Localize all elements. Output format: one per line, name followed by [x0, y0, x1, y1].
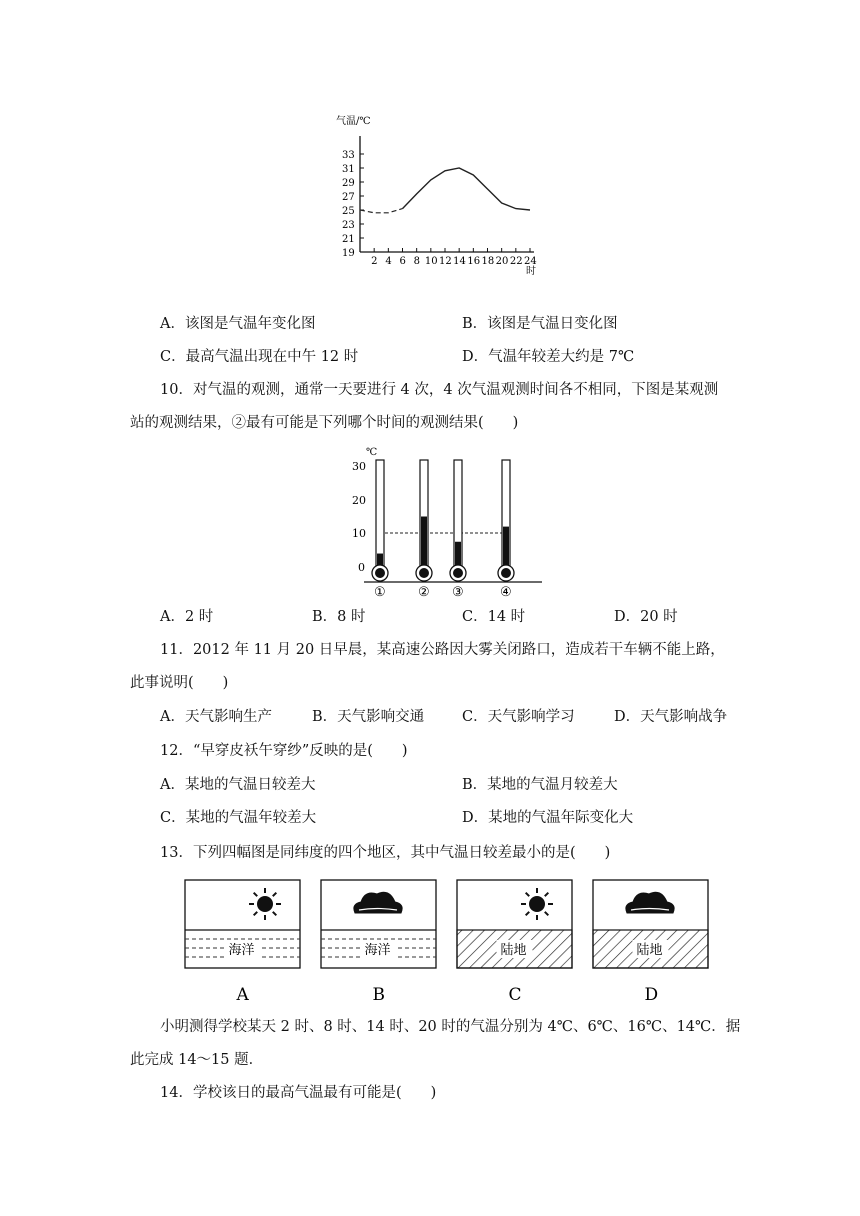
sun-icon	[249, 888, 281, 920]
surface-label: 陆地	[500, 943, 527, 958]
thermometer-label: ①	[374, 585, 386, 600]
q11-stem-line2: 此事说明( )	[130, 675, 229, 691]
panel-letter: B	[372, 985, 385, 1005]
passage-line1: 小明测得学校某天 2 时、8 时、14 时、20 时的气温分别为 4℃、6℃、16℃、14℃．据	[160, 1019, 741, 1035]
q13-panel-c	[457, 880, 572, 1005]
chart-x-label: 时	[526, 266, 536, 277]
q11-option-d: D．天气影响战争	[614, 709, 728, 725]
scale-0: 0	[358, 561, 365, 574]
scale-30: 30	[352, 460, 366, 473]
q13-stem: 13．下列四幅图是同纬度的四个地区，其中气温日较差最小的是( )	[160, 845, 611, 861]
q11-option-b: B．天气影响交通	[312, 709, 425, 725]
q10-stem-line2: 站的观测结果，②最有可能是下列哪个时间的观测结果( )	[130, 415, 519, 431]
q9-option-d: D．气温年较差大约是 7℃	[462, 349, 635, 365]
chart-x-tick-label: 6	[399, 256, 406, 267]
chart-y-tick-label: 31	[342, 164, 355, 175]
q9-option-a: A．该图是气温年变化图	[160, 316, 316, 332]
scale-20: 20	[352, 494, 366, 507]
chart-y-tick-label: 33	[342, 150, 355, 161]
thermometer-label: ④	[500, 585, 512, 600]
surface-label: 陆地	[636, 943, 663, 958]
q12-stem: 12．“早穿皮袄午穿纱”反映的是( )	[160, 743, 408, 759]
thermometer-label: ②	[418, 585, 430, 600]
thermometer-unit: ℃	[366, 447, 378, 458]
chart-x-tick-label: 12	[439, 256, 452, 267]
chart-y-tick-label: 25	[342, 206, 355, 217]
q14-stem: 14．学校该日的最高气温最有可能是( )	[160, 1085, 437, 1101]
panel-letter: D	[644, 985, 659, 1005]
sun-icon	[521, 888, 553, 920]
q10-option-d: D．20 时	[614, 609, 678, 625]
q13-panel-d	[593, 880, 708, 1005]
chart-x-tick-label: 18	[481, 256, 495, 267]
chart-y-tick-label: 19	[342, 248, 355, 259]
chart-y-tick-label: 29	[342, 178, 355, 189]
chart-y-tick-label: 23	[342, 220, 355, 231]
q9-option-c: C．最高气温出现在中午 12 时	[160, 349, 359, 365]
chart-y-tick-label: 27	[342, 192, 355, 203]
passage-line2: 此完成 14～15 题．	[130, 1052, 264, 1068]
chart-y-tick-label: 21	[342, 234, 355, 245]
q11-stem-line1: 11．2012 年 11 月 20 日早晨，某高速公路因大雾关闭路口，造成若干车辆不能上路，	[160, 642, 725, 658]
chart-x-tick-label: 16	[467, 256, 481, 267]
q10-option-b: B．8 时	[312, 609, 366, 625]
panel-letter: A	[236, 985, 249, 1005]
chart-x-tick-label: 4	[385, 256, 392, 267]
q9-option-b: B．该图是气温日变化图	[462, 316, 618, 332]
chart-x-tick-label: 14	[453, 256, 466, 267]
q13-panel-b	[321, 880, 436, 1005]
panel-letter: C	[508, 985, 522, 1005]
surface-label: 海洋	[364, 943, 391, 958]
q10-stem-line1: 10．对气温的观测，通常一天要进行 4 次，4 次气温观测时间各不相同，下图是某观测	[160, 382, 719, 398]
q10-option-a: A．2 时	[160, 609, 214, 625]
q11-option-c: C．天气影响学习	[462, 709, 575, 725]
thermometer-label: ③	[452, 585, 464, 600]
chart-x-tick-label: 24	[524, 256, 537, 267]
q11-option-a: A．天气影响生产	[160, 709, 272, 725]
q12-option-b: B．某地的气温月较差大	[462, 777, 618, 793]
surface-label: 海洋	[228, 943, 255, 958]
chart-x-tick-label: 22	[509, 256, 523, 267]
q13-panel-a	[185, 880, 300, 1005]
chart-x-tick-label: 10	[424, 256, 438, 267]
q12-option-c: C．某地的气温年较差大	[160, 810, 317, 826]
q12-option-d: D．某地的气温年际变化大	[462, 810, 634, 826]
q10-option-c: C．14 时	[462, 609, 526, 625]
scale-10: 10	[352, 527, 366, 540]
q12-option-a: A．某地的气温日较差大	[160, 777, 316, 793]
chart-x-tick-label: 2	[371, 256, 378, 267]
chart-y-label: 气温/℃	[336, 116, 371, 127]
chart-x-tick-label: 20	[495, 256, 509, 267]
chart-x-tick-label: 8	[413, 256, 421, 267]
